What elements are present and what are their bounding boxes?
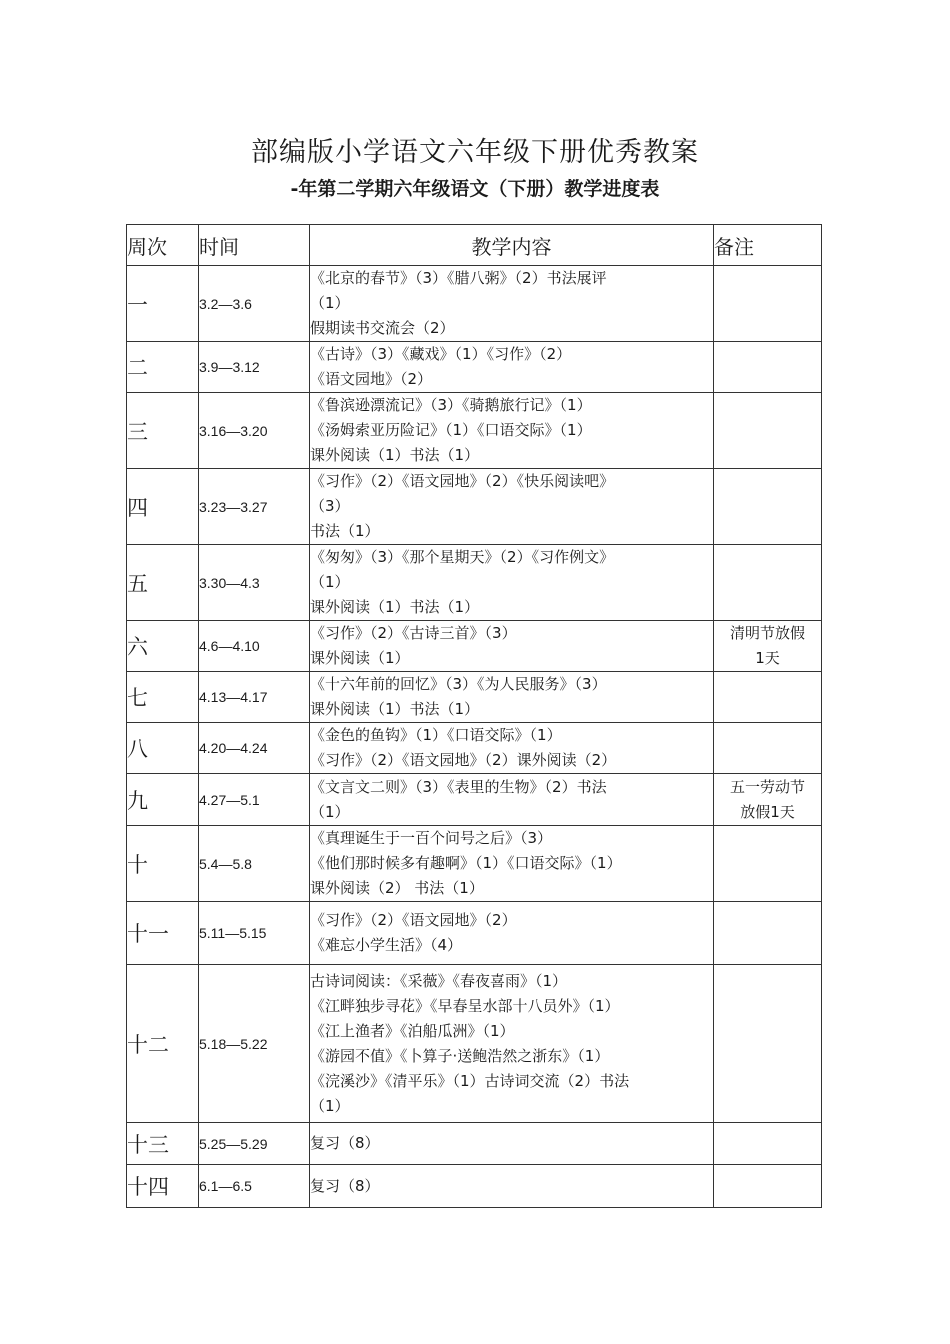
table-row — [127, 774, 822, 826]
content-line: 《文言文二则》（3）《表里的生物》（2）书法 — [310, 777, 607, 796]
note-cell — [714, 774, 822, 826]
content-cell — [310, 672, 714, 723]
content-line: 《汤姆索亚历险记》（1）《口语交际》（1） — [310, 421, 592, 439]
content-line: 课外阅读（1）书法（1） — [310, 598, 480, 616]
content-line: 《习作》（2）《语文园地》（2）课外阅读（2） — [310, 751, 617, 769]
content-line: 课外阅读（1）书法（1） — [310, 700, 480, 718]
time-cell: 5.18—5.22 — [199, 965, 310, 1123]
week-cell: 七 — [127, 672, 199, 723]
week-cell: 十 — [127, 826, 199, 902]
content-line: 《古诗》（3）《藏戏》（1）《习作》（2） — [310, 345, 572, 363]
content-cell — [310, 621, 714, 672]
note-cell — [714, 469, 822, 545]
table-header-row — [127, 225, 822, 266]
time-cell: 3.23—3.27 — [199, 469, 310, 545]
time-cell: 5.11—5.15 — [199, 902, 310, 965]
table-row — [127, 672, 822, 723]
content-line: 课外阅读（2） 书法（1） — [310, 879, 484, 897]
table-row — [127, 469, 822, 545]
content-cell — [310, 545, 714, 621]
table-row — [127, 545, 822, 621]
time-cell: 3.30—4.3 — [199, 545, 310, 621]
week-cell: 十二 — [127, 965, 199, 1123]
note-line: 清明节放假 — [729, 624, 805, 642]
week-cell: 十四 — [127, 1165, 199, 1208]
week-cell: 二 — [127, 342, 199, 393]
note-cell — [714, 723, 822, 774]
content-line: （1） — [310, 802, 350, 821]
content-line: 《鲁滨逊漂流记》（3）《骑鹅旅行记》（1） — [310, 396, 592, 414]
content-cell — [310, 723, 714, 774]
table-body — [127, 266, 822, 1208]
content-cell — [310, 342, 714, 393]
document-title: 部编版小学语文六年级下册优秀教案 — [251, 137, 699, 168]
content-line: 《习作》（2）《古诗三首》（3） — [310, 624, 517, 642]
header-week: 周次 — [127, 225, 199, 266]
content-line: 课外阅读（1） — [310, 649, 410, 667]
content-line: 课外阅读（1）书法（1） — [310, 446, 480, 464]
week-cell: 四 — [127, 469, 199, 545]
content-line: 《难忘小学生活》（4） — [310, 936, 463, 954]
note-cell — [714, 902, 822, 965]
content-cell — [310, 266, 714, 342]
content-cell — [310, 1165, 714, 1208]
content-line: 古诗词阅读：《采薇》《春夜喜雨》（1） — [310, 971, 568, 990]
document-subtitle: -年第二学期六年级语文（下册）教学进度表 — [290, 178, 660, 200]
note-cell — [714, 672, 822, 723]
content-cell — [310, 902, 714, 965]
time-cell: 4.13—4.17 — [199, 672, 310, 723]
content-cell — [310, 469, 714, 545]
note-line: 放假1天 — [740, 802, 795, 821]
content-cell — [310, 826, 714, 902]
week-cell: 十三 — [127, 1123, 199, 1165]
table-row — [127, 965, 822, 1123]
teaching-schedule-table — [126, 224, 822, 1208]
content-line: 《习作》（2）《语文园地》（2） — [310, 911, 517, 929]
time-cell: 5.25—5.29 — [199, 1123, 310, 1165]
table-row — [127, 902, 822, 965]
table-row — [127, 342, 822, 393]
content-line: （1） — [310, 1096, 350, 1115]
time-cell: 5.4—5.8 — [199, 826, 310, 902]
content-line: 《游园不值》《卜算子·送鲍浩然之浙东》（1） — [310, 1046, 610, 1065]
note-cell — [714, 342, 822, 393]
note-cell — [714, 393, 822, 469]
note-cell — [714, 1123, 822, 1165]
week-cell: 九 — [127, 774, 199, 826]
week-cell: 三 — [127, 393, 199, 469]
time-cell: 4.27—5.1 — [199, 774, 310, 826]
header-time: 时间 — [199, 225, 310, 266]
note-line: 五一劳动节 — [729, 777, 805, 796]
content-line: 《匆匆》（3）《那个星期天》（2）《习作例文》 — [310, 548, 615, 566]
time-cell: 6.1—6.5 — [199, 1165, 310, 1208]
content-line: 《江上渔者》《泊船瓜洲》（1） — [310, 1021, 515, 1040]
content-cell — [310, 1123, 714, 1165]
content-line: 《他们那时候多有趣啊》（1）《口语交际》（1） — [310, 854, 622, 872]
content-line: 《语文园地》（2） — [310, 370, 433, 388]
table-row — [127, 393, 822, 469]
content-line: 《真理诞生于一百个问号之后》（3） — [310, 829, 553, 847]
content-line: 《江畔独步寻花》《早春呈水部十八员外》（1） — [310, 996, 620, 1015]
note-cell — [714, 965, 822, 1123]
content-cell — [310, 965, 714, 1123]
note-cell — [714, 621, 822, 672]
header-note: 备注 — [714, 225, 822, 266]
week-cell: 五 — [127, 545, 199, 621]
week-cell: 一 — [127, 266, 199, 342]
content-line: （1） — [310, 573, 350, 591]
content-line: 《金色的鱼钩》（1）《口语交际》（1） — [310, 726, 562, 744]
note-cell — [714, 826, 822, 902]
content-line: 《十六年前的回忆》（3）《为人民服务》（3） — [310, 675, 607, 693]
note-line: 1天 — [755, 649, 780, 667]
content-line: （1） — [310, 294, 350, 312]
time-cell: 4.20—4.24 — [199, 723, 310, 774]
content-line: 《北京的春节》（3）《腊八粥》（2）书法展评 — [310, 269, 607, 287]
table-row — [127, 621, 822, 672]
note-cell — [714, 1165, 822, 1208]
content-line: 复习（8） — [310, 1134, 380, 1152]
content-cell — [310, 774, 714, 826]
table-row — [127, 1123, 822, 1165]
note-cell — [714, 266, 822, 342]
table-row — [127, 266, 822, 342]
content-cell — [310, 393, 714, 469]
week-cell: 六 — [127, 621, 199, 672]
content-line: （3） — [310, 497, 350, 515]
table-row — [127, 826, 822, 902]
table-row — [127, 1165, 822, 1208]
content-line: 《浣溪沙》《清平乐》（1）古诗词交流（2）书法 — [310, 1071, 630, 1090]
content-line: 假期读书交流会（2） — [310, 319, 455, 337]
table-row — [127, 723, 822, 774]
week-cell: 八 — [127, 723, 199, 774]
time-cell: 3.2—3.6 — [199, 266, 310, 342]
time-cell: 3.9—3.12 — [199, 342, 310, 393]
content-line: 《习作》（2）《语文园地》（2）《快乐阅读吧》 — [310, 472, 615, 490]
week-cell: 十一 — [127, 902, 199, 965]
time-cell: 4.6—4.10 — [199, 621, 310, 672]
content-line: 复习（8） — [310, 1176, 380, 1195]
header-content: 教学内容 — [310, 225, 714, 266]
note-cell — [714, 545, 822, 621]
time-cell: 3.16—3.20 — [199, 393, 310, 469]
content-line: 书法（1） — [310, 522, 380, 540]
